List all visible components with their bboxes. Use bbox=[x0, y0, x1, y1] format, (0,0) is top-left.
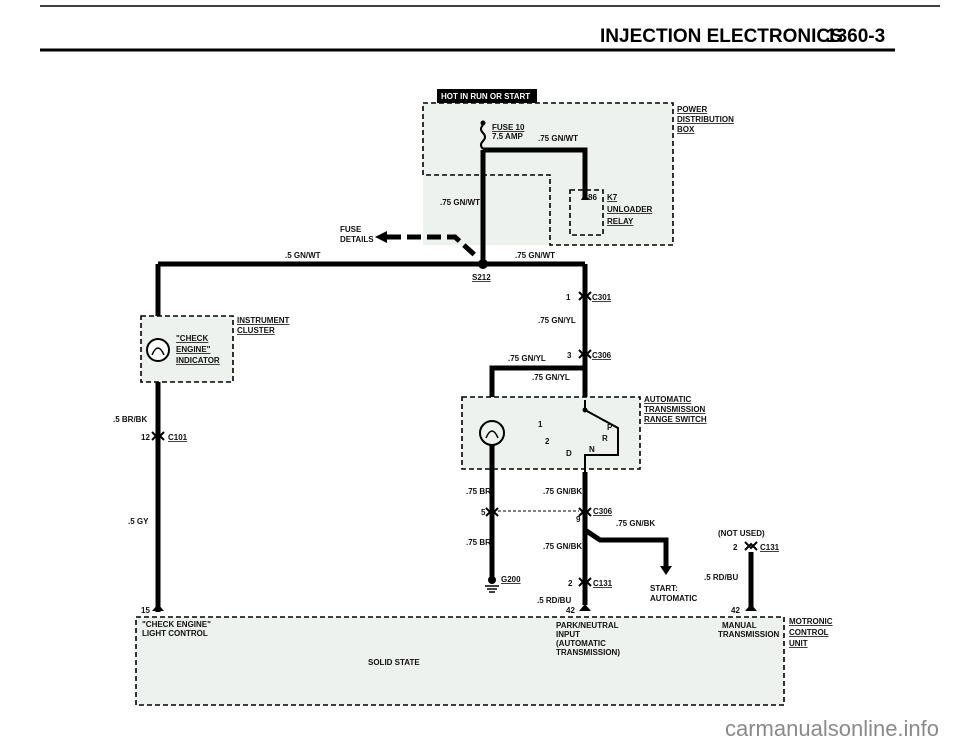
c306b-pin5: 5 bbox=[481, 508, 486, 517]
ecu-fill bbox=[136, 617, 784, 705]
wire-label-w11: .75 GN/BK bbox=[543, 487, 583, 496]
g200-label: G200 bbox=[501, 575, 521, 584]
relay-label-2: RELAY bbox=[607, 217, 634, 226]
wire-label-w5: .75 GN/YL bbox=[538, 316, 576, 325]
ecu-park-label-1: PARK/NEUTRAL bbox=[556, 621, 619, 630]
c101-label: C101 bbox=[168, 433, 188, 442]
fuse-top-terminal bbox=[481, 121, 486, 126]
c131a-label: C131 bbox=[593, 579, 613, 588]
wire-label-w12: .75 GN/BK bbox=[616, 519, 656, 528]
ecu-pin15-icon bbox=[152, 604, 164, 611]
cluster-label-1: INSTRUMENT bbox=[237, 316, 290, 325]
ecu-pin42b: 42 bbox=[731, 606, 740, 615]
wire-label-w15: .5 RD/BU bbox=[537, 596, 572, 605]
fuse-details-1: FUSE bbox=[340, 225, 362, 234]
trans-pos-N: N bbox=[589, 445, 595, 454]
splice-s212: S212 bbox=[472, 273, 491, 282]
c101-pin: 12 bbox=[141, 433, 150, 442]
wire-label-w14: .75 GN/BK bbox=[543, 542, 583, 551]
wire-label-w4: .75 GN/WT bbox=[515, 251, 556, 260]
trans-switch-label-1: AUTOMATIC bbox=[644, 395, 692, 404]
c131b-label: C131 bbox=[760, 543, 780, 552]
fuse-details-arrow-icon bbox=[375, 231, 387, 243]
wire-label-w1: .75 GN/WT bbox=[538, 134, 579, 143]
wire-label-w6: .75 GN/YL bbox=[508, 354, 546, 363]
wire-label-w9: .5 GY bbox=[128, 517, 149, 526]
not-used-label: (NOT USED) bbox=[718, 529, 765, 538]
c301-label: C301 bbox=[592, 293, 612, 302]
ecu-check-label-1: "CHECK ENGINE" bbox=[142, 620, 211, 629]
watermark: carmanualsonline.info bbox=[725, 716, 940, 741]
trans-switch-label-3: RANGE SWITCH bbox=[644, 415, 707, 424]
power-box-label-2: DISTRIBUTION bbox=[677, 115, 734, 124]
wire-label-w7: .75 GN/YL bbox=[532, 373, 570, 382]
indicator-label-3: INDICATOR bbox=[176, 356, 220, 365]
relay-ref: K7 bbox=[607, 193, 618, 202]
ecu-manual-label-1: MANUAL bbox=[722, 621, 757, 630]
ecu-pin42a-icon bbox=[579, 604, 591, 611]
start-label-1: START: bbox=[650, 584, 678, 593]
relay-label-1: UNLOADER bbox=[607, 205, 653, 214]
trans-pos-D: D bbox=[566, 449, 572, 458]
ecu-pin15: 15 bbox=[141, 606, 150, 615]
ecu-check-label-2: LIGHT CONTROL bbox=[142, 629, 208, 638]
trans-pos-2: 2 bbox=[545, 437, 550, 446]
trans-pos-P: P bbox=[607, 423, 613, 432]
trans-switch-label-2: TRANSMISSION bbox=[644, 405, 706, 414]
cluster-label-2: CLUSTER bbox=[237, 326, 275, 335]
c301-pin: 1 bbox=[566, 293, 571, 302]
ecu-solid-state: SOLID STATE bbox=[368, 658, 420, 667]
ecu-label-3: UNIT bbox=[789, 639, 808, 648]
ecu-park-label-2: INPUT bbox=[556, 630, 580, 639]
power-box-label-3: BOX bbox=[677, 125, 695, 134]
ecu-park-label-4: TRANSMISSION) bbox=[556, 648, 620, 657]
relay-pin: 86 bbox=[588, 193, 597, 202]
splice-s212-dot bbox=[478, 259, 488, 269]
wire-label-w2: .75 GN/WT bbox=[440, 198, 481, 207]
c306b-label: C306 bbox=[593, 507, 613, 516]
ground-icon bbox=[485, 586, 499, 592]
trans-pos-1: 1 bbox=[538, 420, 543, 429]
ecu-label-2: CONTROL bbox=[789, 628, 829, 637]
wire-label-w8: .5 BR/BK bbox=[113, 415, 148, 424]
wire-label-w13: .75 BR bbox=[466, 538, 491, 547]
fuse-name: FUSE 10 bbox=[492, 123, 525, 132]
ecu-pin42b-icon bbox=[745, 604, 757, 611]
start-label-2: AUTOMATIC bbox=[650, 594, 698, 603]
c306b-pin9: 9 bbox=[576, 515, 581, 524]
wire-label-w10: .75 BR bbox=[466, 487, 491, 496]
connector-c131b-icon bbox=[745, 542, 757, 550]
c131a-pin: 2 bbox=[568, 579, 573, 588]
c306a-pin: 3 bbox=[567, 351, 572, 360]
ecu-pin42a: 42 bbox=[566, 606, 575, 615]
ground-g200-dot bbox=[488, 576, 496, 584]
ecu-manual-label-2: TRANSMISSION bbox=[718, 630, 780, 639]
page-number: 1360-3 bbox=[826, 26, 886, 47]
fuse-rating: 7.5 AMP bbox=[492, 132, 523, 141]
indicator-label-1: "CHECK bbox=[176, 334, 209, 343]
power-distribution-box-fill bbox=[423, 103, 673, 245]
wire-to-start bbox=[585, 530, 666, 568]
indicator-label-2: ENGINE" bbox=[176, 345, 211, 354]
power-box-label-1: POWER bbox=[677, 105, 708, 114]
start-arrow-icon bbox=[660, 566, 672, 575]
check-engine-lamp-icon bbox=[147, 339, 169, 361]
ecu-park-label-3: (AUTOMATIC bbox=[556, 639, 606, 648]
fuse-details-2: DETAILS bbox=[340, 235, 374, 244]
ecu-label-1: MOTRONIC bbox=[789, 617, 833, 626]
wire-label-w16: .5 RD/BU bbox=[704, 573, 739, 582]
c306a-label: C306 bbox=[592, 351, 612, 360]
trans-pivot bbox=[583, 408, 588, 413]
c131b-pin: 2 bbox=[733, 543, 738, 552]
wire-label-w3: .5 GN/WT bbox=[285, 251, 321, 260]
hot-badge: HOT IN RUN OR START bbox=[441, 92, 531, 101]
page-title: INJECTION ELECTRONICS bbox=[600, 26, 843, 47]
trans-pos-R: R bbox=[602, 434, 608, 443]
